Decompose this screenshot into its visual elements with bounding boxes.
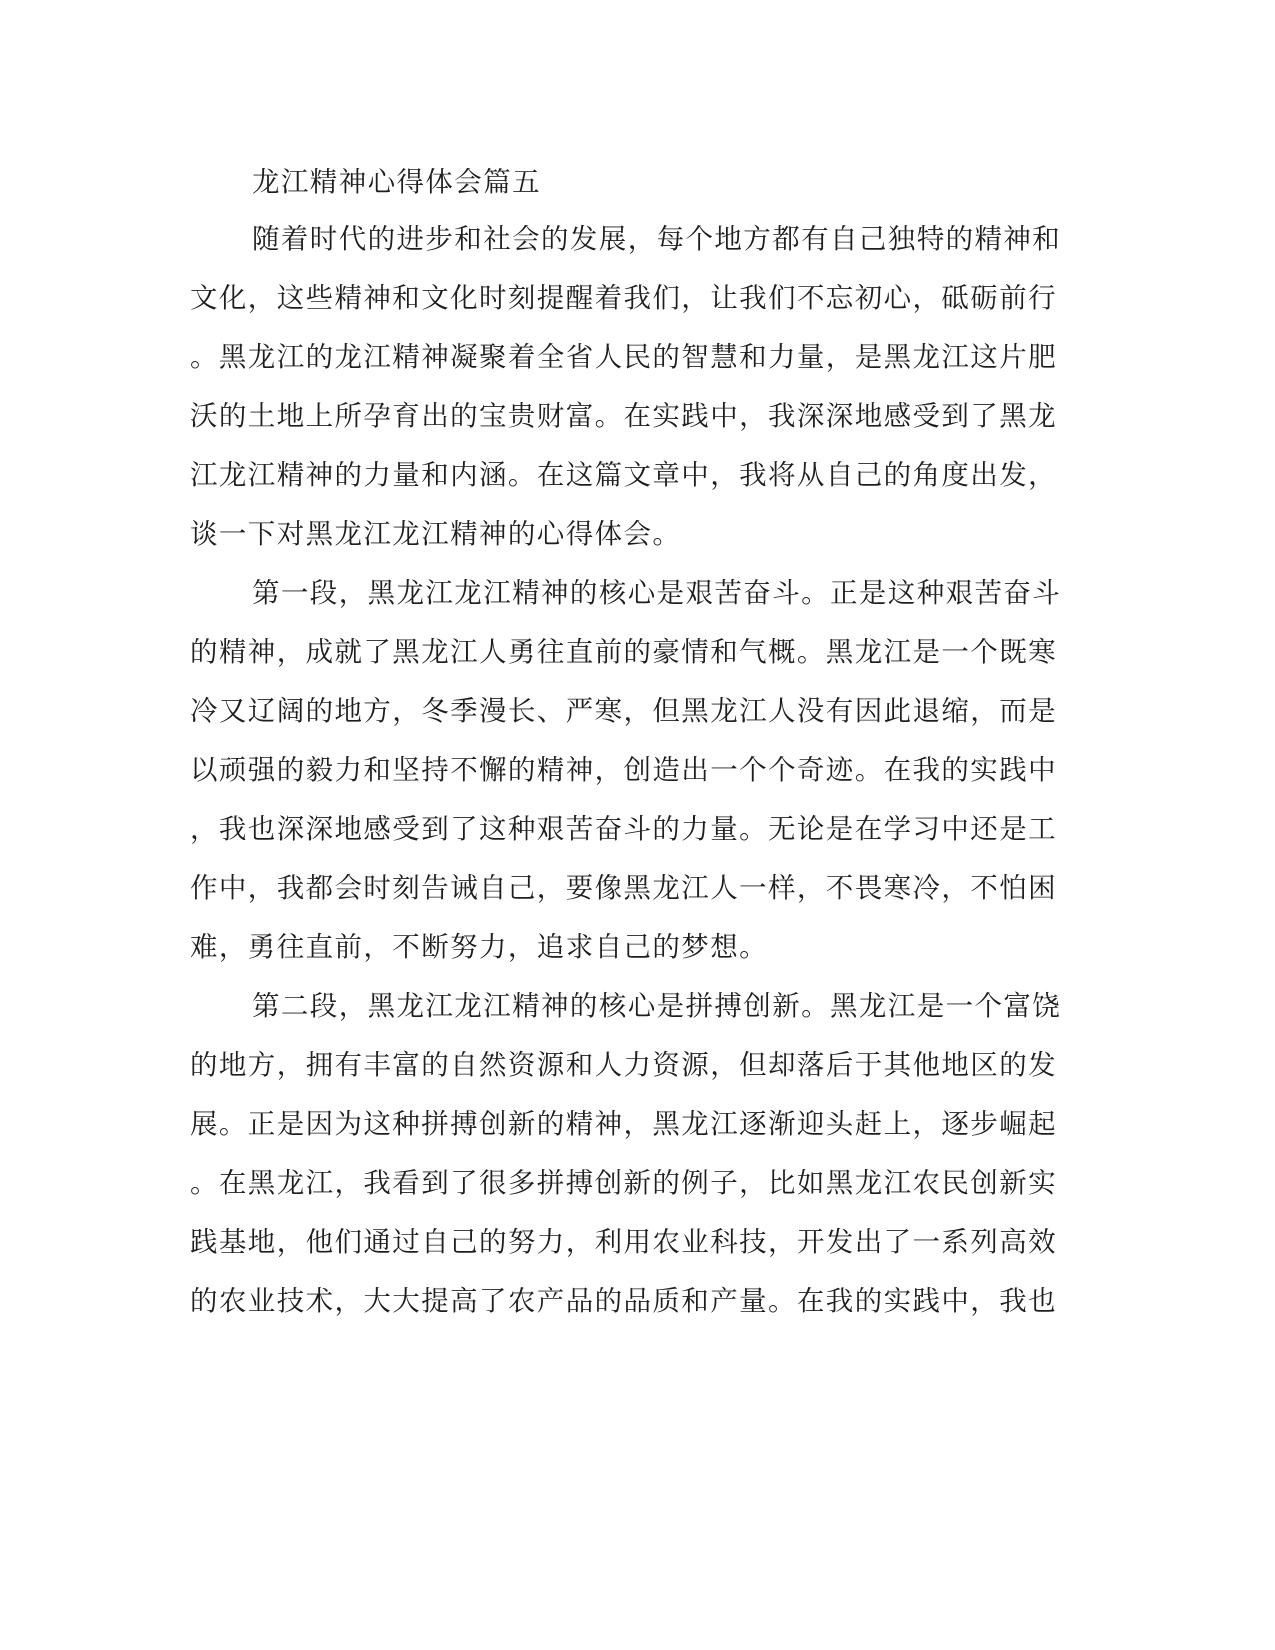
paragraph-line: 。黑龙江的龙江精神凝聚着全省人民的智慧和力量，是黑龙江这片肥 [190, 341, 1057, 373]
paragraph-line: 谈一下对黑龙江龙江精神的心得体会。 [190, 518, 682, 550]
paragraph-line: 践基地，他们通过自己的努力，利用农业科技，开发出了一系列高效 [190, 1226, 1057, 1258]
paragraph-line: 作中，我都会时刻告诫自己，要像黑龙江人一样，不畏寒冷，不怕困 [190, 872, 1057, 904]
paragraph-line: 冷又辽阔的地方，冬季漫长、严寒，但黑龙江人没有因此退缩，而是 [190, 695, 1057, 727]
paragraph-line: 文化，这些精神和文化时刻提醒着我们，让我们不忘初心，砥砺前行 [190, 282, 1057, 314]
document-title: 龙江精神心得体会篇五 [252, 166, 541, 198]
paragraph-line: 第二段，黑龙江龙江精神的核心是拼搏创新。黑龙江是一个富饶 [252, 990, 1062, 1022]
paragraph-line: 第一段，黑龙江龙江精神的核心是艰苦奋斗。正是这种艰苦奋斗 [252, 577, 1062, 609]
paragraph-line: 的农业技术，大大提高了农产品的品质和产量。在我的实践中，我也 [190, 1285, 1057, 1317]
paragraph-line: 难，勇往直前，不断努力，追求自己的梦想。 [190, 931, 768, 963]
paragraph-line: 展。正是因为这种拼搏创新的精神，黑龙江逐渐迎头赶上，逐步崛起 [190, 1108, 1057, 1140]
paragraph-line: 江龙江精神的力量和内涵。在这篇文章中，我将从自己的角度出发， [190, 459, 1057, 491]
paragraph-line: ，我也深深地感受到了这种艰苦奋斗的力量。无论是在学习中还是工 [190, 813, 1057, 845]
paragraph-line: 的地方，拥有丰富的自然资源和人力资源，但却落后于其他地区的发 [190, 1049, 1057, 1081]
paragraph-line: 沃的土地上所孕育出的宝贵财富。在实践中，我深深地感受到了黑龙 [190, 400, 1057, 432]
paragraph-line: 随着时代的进步和社会的发展，每个地方都有自己独特的精神和 [252, 223, 1062, 255]
paragraph-line: 的精神，成就了黑龙江人勇往直前的豪情和气概。黑龙江是一个既寒 [190, 636, 1057, 668]
paragraph-line: 以顽强的毅力和坚持不懈的精神，创造出一个个奇迹。在我的实践中 [190, 754, 1057, 786]
paragraph-line: 。在黑龙江，我看到了很多拼搏创新的例子，比如黑龙江农民创新实 [190, 1167, 1057, 1199]
